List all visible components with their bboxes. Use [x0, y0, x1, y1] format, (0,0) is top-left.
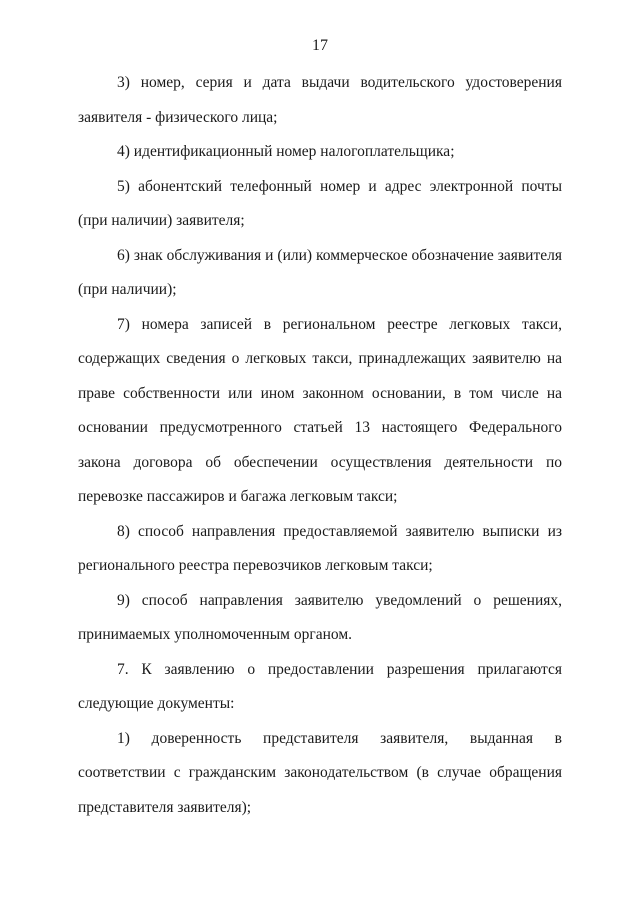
paragraph-doc-1: 1) доверенность представителя заявителя, выданная в соответствии с гражданским законодательством (в случае обращения представителя заявителя);: [78, 729, 562, 816]
paragraph-item-9: 9) способ направления заявителю уведомлений о решениях, принимаемых уполномоченным органом.: [78, 591, 562, 643]
page-number: 17: [312, 37, 328, 54]
paragraph-item-6: 6) знак обслуживания и (или) коммерческое обозначение заявителя (при наличии);: [78, 246, 562, 298]
paragraph-item-3: 3) номер, серия и дата выдачи водительского удостоверения заявителя - физического лица;: [78, 74, 562, 126]
paragraph-item-7: 7) номера записей в региональном реестре легковых такси, содержащих сведения о легковых такси, принадлежащих заявителю на праве собственности или ином законном основании, в том числе на основании предусмотренного статьей 13 настоящего Федерального закона договора об обеспечении осуществления деятельности по перевозке пассажиров и багажа легковым такси;: [78, 315, 562, 505]
paragraph-item-8: 8) способ направления предоставляемой заявителю выписки из регионального реестра перевозчиков легковым такси;: [78, 522, 562, 574]
paragraph-item-5: 5) абонентский телефонный номер и адрес электронной почты (при наличии) заявителя;: [78, 177, 562, 229]
paragraph-section-7: 7. К заявлению о предоставлении разрешения прилагаются следующие документы:: [78, 660, 562, 712]
document-body: [78, 66, 562, 825]
paragraph-item-4: 4) идентификационный номер налогоплательщика;: [117, 143, 455, 160]
